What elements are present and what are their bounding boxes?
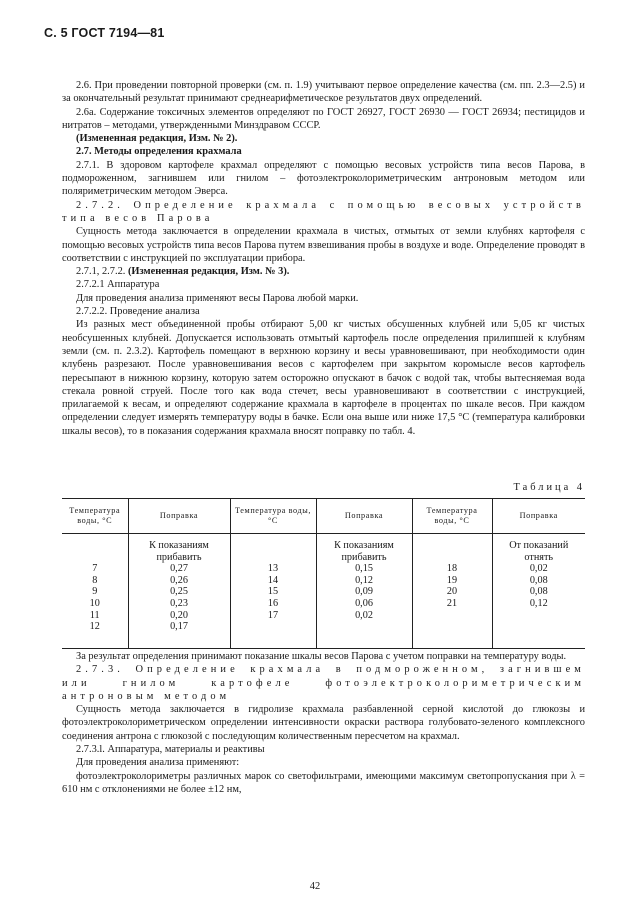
amendment-note: (Измененная редакция, Изм. № 2).	[76, 133, 238, 145]
section-heading-2-7: 2.7. Методы определения крахмала	[76, 146, 242, 158]
document-body	[62, 79, 585, 438]
paragraph-analysis: Из разных мест объединенной пробы отбирают 5,00 кг чистых обсушенных клубней или 5,05 кг чистых необсушенных клубней. Допускается использовать отмытый картофель после определения прилипшей к клубням земли (см. п. 2.3.2). Картофель помещают в верхнюю корзину и весы уравновешивают, при необходимости один клубень разрезают. После уравновешивания весов с картофелем при закрытом коромысле весов картофель пересыпают в нижнюю корзину, которую затем осторожно опускают в бачок с водой так, чтобы вытесняемая вода стекала ровной струей. После того как вода стечет, весы уравновешивают в соответствии с инструкцией, прилагаемой к весам, и определяют содержание крахмала в картофеле в процентах по шкале весов. При каждом определении следует измерять температуру воды в бачке. Если она выше или ниже 17,5 °С (температура калибровки шкалы весов), то в показания содержания крахмала вносят поправку по табл. 4.	[62, 319, 585, 437]
table-header-row	[62, 499, 585, 534]
header-temp-3: Температура воды, °С	[412, 499, 492, 534]
corr-col-1: К показаниям прибавить 0,27 0,26 0,25 0,23 0,20 0,17	[128, 534, 230, 649]
paragraph-2-7-1: 2.7.1. В здоровом картофеле крахмал определяют с помощью весовых устройств типа весов Парова, в подмороженном, загнившем или гнилом – фотоэлектроколориметрическим антроновым методом или поляриметрическим методом Эверса.	[62, 159, 585, 198]
heading-2-7-2-1: 2.7.2.1 Аппаратура	[76, 279, 160, 291]
paragraph-apparatus-intro: Для проведения анализа применяют:	[76, 757, 240, 769]
page-number: 42	[309, 881, 321, 892]
hint-add-2: К показаниям прибавить	[334, 540, 394, 563]
correction-table	[62, 498, 585, 649]
document-body-continued	[62, 650, 585, 796]
heading-2-7-2-2: 2.7.2.2. Проведение анализа	[76, 306, 200, 318]
heading-2-7-3: 2.7.3. Определение крахмала в подмороженном, загнившем или гнилом картофеле фотоэлектроколориметрическим антроновым методом	[62, 664, 585, 702]
paragraph-2-6a: 2.6а. Содержание токсичных элементов определяют по ГОСТ 26927, ГОСТ 26930 — ГОСТ 26934; пестицидов и нитратов – методами, утвержденными Минздравом СССР.	[62, 106, 585, 131]
paragraph-method-essence-2: Сущность метода заключается в гидролизе крахмала разбавленной серной кислотой до глюкозы и фотоэлектроколориметрическом определении интенсивности окраски раствора голубовато-зеленого комплексного соединения антрона с глюкозой с последующим количественным пересчетом на крахмал.	[62, 704, 585, 742]
hint-add-1: К показаниям прибавить	[149, 540, 209, 563]
amendment-note-2	[62, 265, 585, 278]
amendment-text: (Измененная редакция, Изм. № 3).	[127, 266, 290, 278]
paragraph-2-6: 2.6. При проведении повторной проверки (см. п. 1.9) учитывают первое определение качества (см. пп. 2.3—2.5) и за окончательный результат принимают среднеарифметическое результатов двух определений.	[62, 80, 585, 105]
paragraph-photocolorimeters: фотоэлектроколориметры различных марок со светофильтрами, имеющими максимум светопропускания при λ = 610 нм с отклонениями не более ±12 нм,	[62, 770, 585, 795]
paragraph-apparatus: Для проведения анализа применяют весы Парова любой марки.	[76, 292, 359, 304]
amendment-ref: 2.7.1, 2.7.2.	[76, 266, 126, 278]
temps-col-2: 13 14 15 16 17	[230, 534, 316, 649]
header-temp-1: Температура воды, °С	[62, 499, 128, 534]
header-corr-2: Поправка	[316, 499, 412, 534]
temps-col-1: 7 8 9 10 11 12	[62, 534, 128, 649]
heading-2-7-3-1: 2.7.3.l. Аппаратура, материалы и реактивы	[76, 744, 265, 756]
table-caption: Таблица 4	[513, 482, 585, 493]
temps-col-3: 18 19 20 21	[412, 534, 492, 649]
header-temp-2: Температура воды, °С	[230, 499, 316, 534]
corr-col-3: От показаний отнять 0,02 0,08 0,08 0,12	[492, 534, 585, 649]
header-corr-3: Поправка	[492, 499, 585, 534]
paragraph-method-essence: Сущность метода заключается в определении крахмала в чистых, отмытых от земли клубнях картофеля с помощью весовых устройств типа весов Парова путем взвешивания пробы в воздухе и воде. Определение проводят в соответствии с инструкцией по эксплуатации прибора.	[62, 226, 585, 264]
table-body-row	[62, 534, 585, 649]
hint-subtract: От показаний отнять	[509, 540, 569, 563]
corr-col-2: К показаниям прибавить 0,15 0,12 0,09 0,06 0,02	[316, 534, 412, 649]
heading-2-7-2: 2.7.2. Определение крахмала с помощью весовых устройств типа весов Парова	[62, 199, 585, 224]
paragraph-result: За результат определения принимают показание шкалы весов Парова с учетом поправки на температуру воды.	[76, 651, 567, 662]
header-corr-1: Поправка	[128, 499, 230, 534]
page-header: С. 5 ГОСТ 7194—81	[44, 26, 165, 40]
